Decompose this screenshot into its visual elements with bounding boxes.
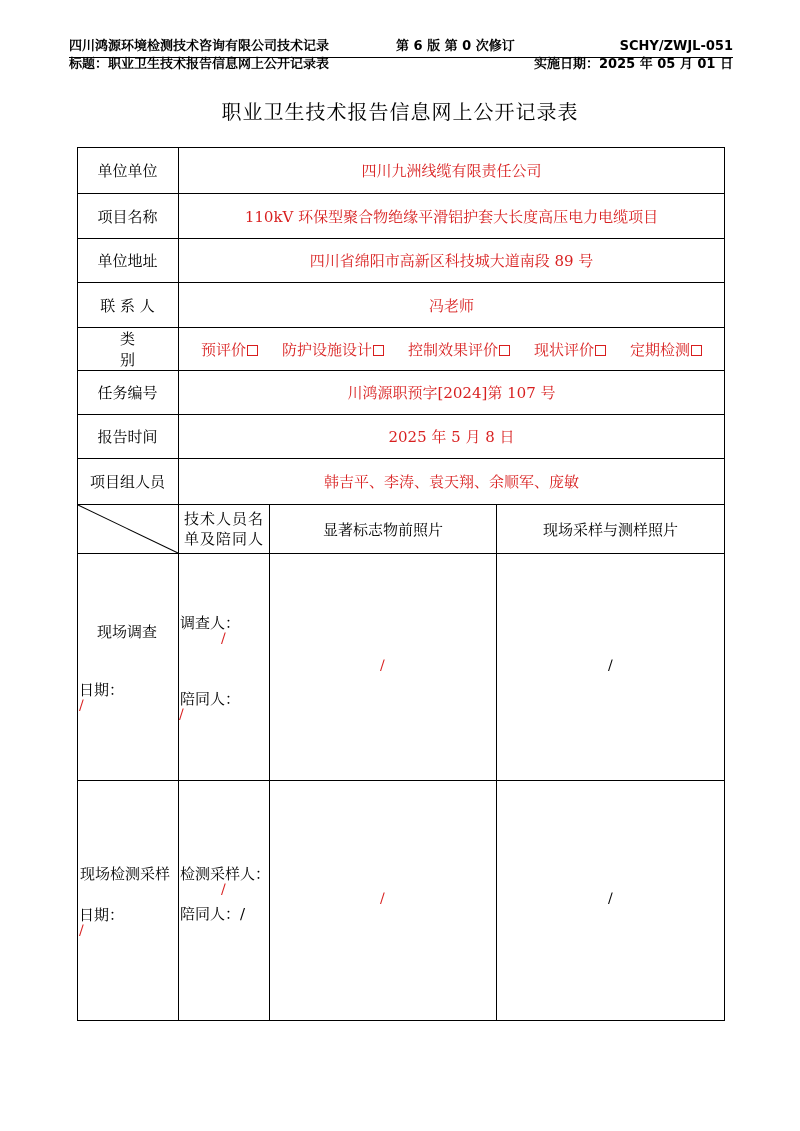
col-divider — [496, 504, 497, 1021]
survey-landmark-photo: / — [380, 658, 385, 674]
sampler-value: / — [221, 882, 226, 898]
header-title: 标题：职业卫生技术报告信息网上公开记录表 — [69, 57, 330, 72]
members-label: 项目组人员 — [89, 473, 165, 491]
checkbox[interactable] — [595, 345, 606, 356]
category-option-label: 定期检测 — [630, 340, 691, 359]
category-option[interactable] — [408, 339, 510, 360]
category-option[interactable] — [630, 339, 702, 360]
version: 第 6 版 第 0 次修订 — [396, 39, 515, 54]
report-time-label: 报告时间 — [97, 428, 158, 446]
task-no-label: 任务编号 — [97, 384, 158, 402]
company-record: 四川鸿源环境检测技术咨询有限公司技术记录 — [69, 39, 330, 54]
sampling-label: 现场检测采样 — [80, 865, 171, 883]
project-label: 项目名称 — [97, 207, 158, 226]
checkbox[interactable] — [691, 345, 702, 356]
category-option[interactable] — [534, 339, 606, 360]
table-border — [77, 1020, 725, 1021]
investigator-label: 调查人： — [180, 614, 241, 632]
investigator-value: / — [221, 631, 226, 647]
unit-value: 四川九洲线缆有限责任公司 — [361, 162, 542, 180]
address-label: 单位地址 — [97, 252, 158, 270]
project-value: 110kV 环保型聚合物绝缘平滑铝护套大长度高压电力电缆项目 — [244, 207, 659, 226]
category-option[interactable] — [201, 339, 258, 360]
checkbox[interactable] — [499, 345, 510, 356]
survey-companion-label: 陪同人： — [180, 690, 241, 708]
category-options — [178, 328, 725, 370]
address-value: 四川省绵阳市高新区科技城大道南段 89 号 — [309, 252, 594, 270]
diagonal-line — [77, 504, 179, 554]
page-title: 职业卫生技术报告信息网上公开记录表 — [221, 100, 579, 124]
sampling-companion-label: 陪同人：/ — [180, 905, 246, 923]
sampling-sampling-photo: / — [608, 891, 613, 907]
sampler-label: 检测采样人： — [180, 865, 271, 883]
category-option-label: 预评价 — [200, 340, 246, 359]
doc-header-line-2 — [69, 56, 733, 72]
survey-label: 现场调查 — [97, 623, 158, 641]
survey-date-value: / — [79, 698, 84, 714]
unit-label: 单位单位 — [97, 162, 158, 180]
sampling-date-value: / — [79, 923, 84, 939]
survey-sampling-photo: / — [608, 658, 613, 674]
category-label: 类 别 — [119, 330, 161, 369]
contact-label: 联 系 人 — [100, 296, 155, 315]
sampling-date-label: 日期： — [79, 906, 125, 924]
sampling-col-header: 现场采样与测样照片 — [542, 520, 678, 539]
report-time-value: 2025 年 5 月 8 日 — [388, 428, 515, 446]
row-divider — [77, 780, 725, 781]
members-value: 韩吉平、李涛、袁天翔、余顺军、庞敏 — [323, 473, 579, 491]
landmark-col-header: 显著标志物前照片 — [322, 520, 443, 539]
checkbox[interactable] — [247, 345, 258, 356]
category-option-label: 现状评价 — [534, 340, 595, 359]
checkbox[interactable] — [373, 345, 384, 356]
effective-date: 实施日期：2025 年 05 月 01 日 — [534, 57, 733, 72]
staff-col-header: 技术人员名单及陪同人 — [183, 510, 264, 548]
record-table — [77, 147, 725, 1021]
category-option[interactable] — [282, 339, 384, 360]
task-no-value: 川鸿源职预字[2024]第 107 号 — [347, 384, 556, 402]
survey-date-label: 日期： — [79, 681, 125, 699]
contact-value: 冯老师 — [428, 296, 474, 315]
col-divider — [269, 504, 270, 1021]
category-option-label: 控制效果评价 — [407, 340, 498, 359]
survey-companion-value: / — [179, 707, 184, 723]
sampling-landmark-photo: / — [380, 891, 385, 907]
doc-code: SCHY/ZWJL-051 — [619, 39, 733, 54]
category-option-label: 防护设施设计 — [281, 340, 372, 359]
